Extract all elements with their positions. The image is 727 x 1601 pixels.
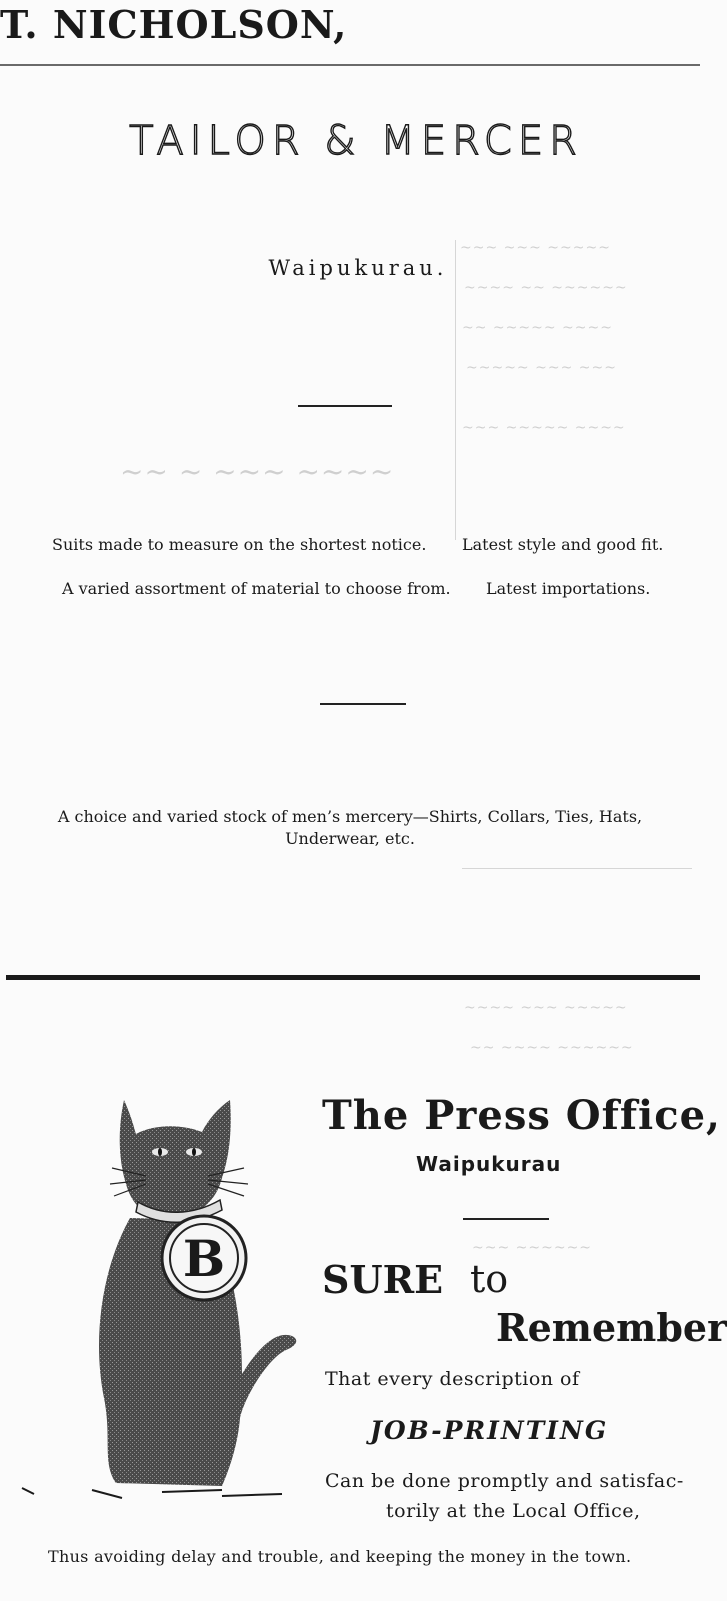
- press-office-title: The Press Office,: [322, 1092, 721, 1139]
- importations-line: Latest importations.: [486, 579, 651, 598]
- bleed-through-text: ~~~ ~~~~~~: [472, 1240, 593, 1256]
- material-line: A varied assortment of material to choose from.: [62, 579, 451, 598]
- short-rule: [463, 1218, 549, 1220]
- bleed-through-rule: [455, 240, 456, 540]
- bleed-through-text: ~~ ~~~~ ~~~~~~: [470, 1040, 634, 1056]
- advertiser-name: T. NICHOLSON,: [0, 2, 348, 47]
- local-office-line: torily at the Local Office,: [386, 1500, 641, 1522]
- bleed-through-text: ~~~~~ ~~~ ~~~: [466, 360, 617, 376]
- bleed-through-text: ~~~~ ~~ ~~~~~~: [464, 280, 628, 296]
- short-rule: [320, 703, 406, 705]
- description-line: That every description of: [325, 1368, 580, 1390]
- stock-line: A choice and varied stock of men’s mercery—Shirts, Collars, Ties, Hats,: [57, 807, 643, 826]
- bleed-through-text: ~~ ~~~~~ ~~~~: [462, 320, 613, 336]
- job-printing-heading: JOB-PRINTING: [370, 1416, 609, 1445]
- closing-line: Thus avoiding delay and trouble, and keeping the money in the town.: [48, 1547, 632, 1566]
- mercery-stock-text: [30, 806, 670, 850]
- bleed-through-text: ~~~~ ~~~ ~~~~~: [464, 1000, 628, 1016]
- bleed-through-text: ~~~ ~~~ ~~~~~: [460, 240, 611, 256]
- cat-illustration: [72, 1098, 302, 1528]
- top-rule: [0, 64, 700, 66]
- promptly-line: Can be done promptly and satisfac-: [325, 1470, 684, 1492]
- badge-letter: B: [182, 1229, 226, 1288]
- stock-line: Underwear, etc.: [285, 829, 415, 848]
- style-line: Latest style and good fit.: [462, 535, 664, 554]
- short-rule: [298, 405, 392, 407]
- tailor-town: Waipukurau.: [268, 256, 448, 280]
- suits-line: Suits made to measure on the shortest notice.: [52, 535, 427, 554]
- to-word: to: [470, 1257, 509, 1301]
- section-divider: [6, 975, 700, 980]
- trade-heading: TAILOR & MERCER: [129, 118, 583, 164]
- remember-word: Remember: [496, 1305, 727, 1350]
- bleed-through-rule: [462, 868, 692, 869]
- bleed-through-text: ~~ ~ ~~~ ~~~~: [120, 455, 395, 488]
- sure-word: SURE: [322, 1257, 444, 1302]
- press-town: Waipukurau: [416, 1152, 562, 1176]
- bleed-through-text: ~~~ ~~~~~ ~~~~: [462, 420, 626, 436]
